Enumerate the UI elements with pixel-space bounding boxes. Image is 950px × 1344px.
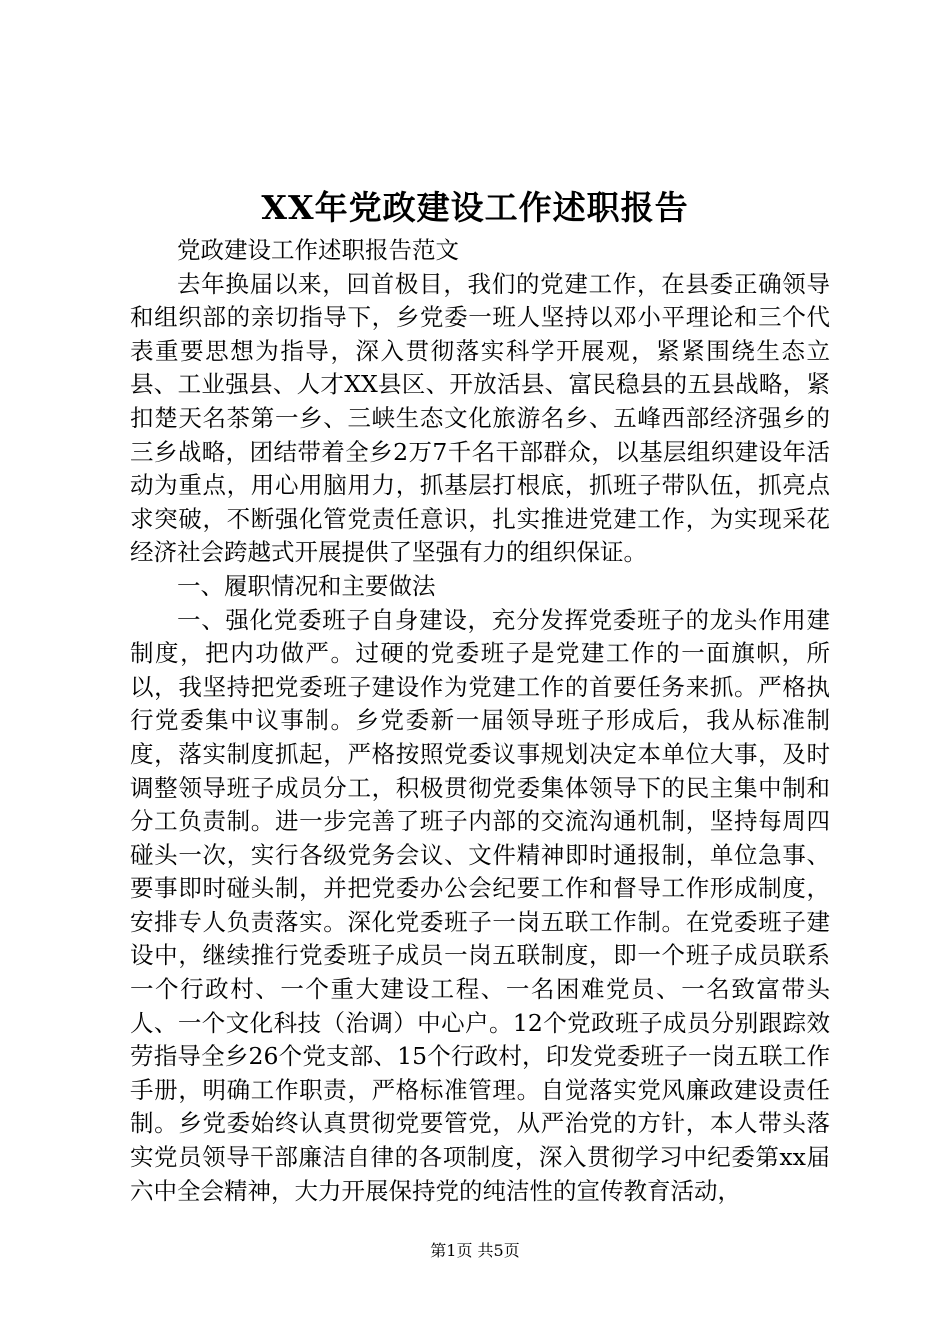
section-heading: 一、履职情况和主要做法 <box>177 571 436 600</box>
paragraph-intro: 去年换届以来，回首极目，我们的党建工作，在县委正确领导和组织部的亲切指导下，乡党委一班人坚持以邓小平理论和三个代表重要思想为指导，深入贯彻落实科学开展观，紧紧围绕生态立县、工业强县、人才XX县区、开放活县、富民稳县的五县战略，紧扣楚天名茶第一乡、三峡生态文化旅游名乡、五峰西部经济强乡的三乡战略，团结带着全乡2万7千名干部群众，以基层组织建设年活动为重点，用心用脑用力，抓基层打根底，抓班子带队伍，抓亮点求突破，不断强化管党责任意识，扎实推进党建工作，为实现采花经济社会跨越式开展提供了坚强有力的组织保证。 <box>130 269 830 567</box>
paragraph-section-one: 一、强化党委班子自身建设，充分发挥党委班子的龙头作用建制度，把内功做严。过硬的党委班子是党建工作的一面旗帜，所以，我坚持把党委班子建设作为党建工作的首要任务来抓。严格执行党委集中议事制。乡党委新一届领导班子形成后，我从标准制度，落实制度抓起，严格按照党委议事规划决定本单位大事，及时调整领导班子成员分工，积极贯彻党委集体领导下的民主集中制和分工负责制。进一步完善了班子内部的交流沟通机制，坚持每周四碰头一次，实行各级党务会议、文件精神即时通报制，单位急事、要事即时碰头制，并把党委办公会纪要工作和督导工作形成制度，安排专人负责落实。深化党委班子一岗五联工作制。在党委班子建设中，继续推行党委班子成员一岗五联制度，即一个班子成员联系一个行政村、一个重大建设工程、一名困难党员、一名致富带头人、一个文化科技（治调）中心户。12个党政班子成员分别跟踪效劳指导全乡26个党支部、15个行政村，印发党委班子一岗五联工作手册，明确工作职责，严格标准管理。自觉落实党风廉政建设责任制。乡党委始终认真贯彻党要管党，从严治党的方针，本人带头落实党员领导干部廉洁自律的各项制度，深入贯彻学习中纪委第xx届六中全会精神，大力开展保持党的纯洁性的宣传教育活动， <box>130 605 830 1205</box>
paragraph-subtitle: 党政建设工作述职报告范文 <box>177 236 459 264</box>
page-footer: 第1页 共5页 <box>430 1241 520 1260</box>
document-body <box>130 234 830 1208</box>
document-title: XX年党政建设工作述职报告 <box>261 188 689 227</box>
